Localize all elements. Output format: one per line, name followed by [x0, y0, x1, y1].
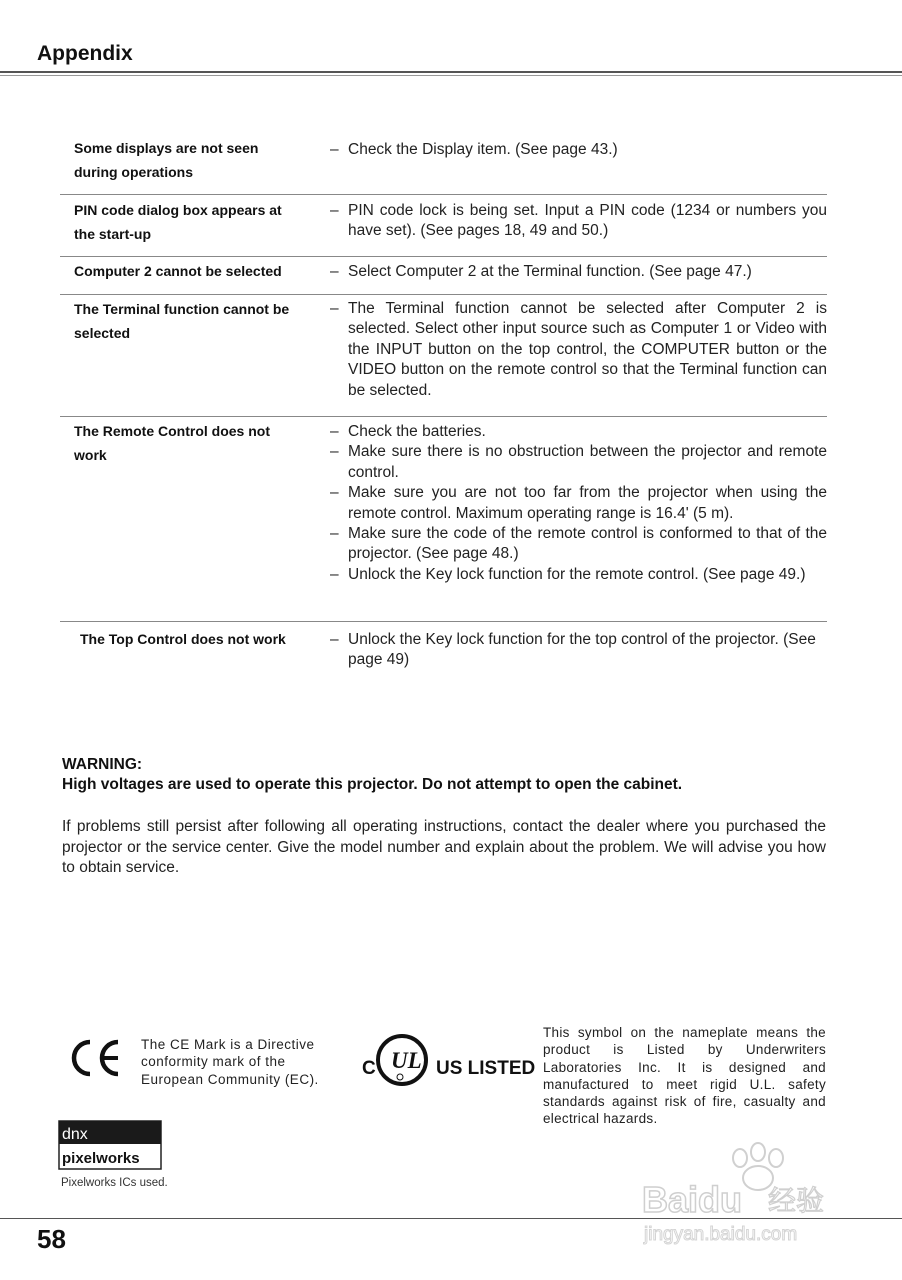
solution-item: – Make sure the code of the remote control is conformed to that of the projector. (See page 48.): [330, 525, 827, 563]
header-divider-thin: [0, 75, 902, 76]
problem-cell: The Terminal function cannot be selected: [74, 301, 290, 341]
solution-item: – The Terminal function cannot be selected after Computer 2 is selected. Select other input source such as Computer 1 or Video with the INPUT button on the top control, the COMPUTER button or the VIDEO button on the remote control so that the Terminal function can be selected.: [330, 300, 827, 399]
ul-listed-icon: [360, 1033, 536, 1087]
pixelworks-logo-dnx: dnx: [62, 1126, 88, 1143]
watermark-url: jingyan.baidu.com: [644, 1224, 798, 1245]
page-number: 58: [37, 1224, 66, 1254]
ce-mark-description: The CE Mark is a Directive conformity mark of the European Community (EC).: [141, 1037, 319, 1087]
problem-cell: Computer 2 cannot be selected: [74, 263, 282, 279]
troubleshooting-table: [60, 130, 827, 682]
solution-list: [330, 140, 827, 160]
watermark-brand: Baidu: [642, 1179, 743, 1220]
solution-item: – Make sure you are not too far from the projector when using the remote control. Maximum operating range is 16.4' (5 m).: [330, 484, 827, 522]
solution-item: – Check the batteries.: [330, 423, 486, 440]
solution-list: [330, 262, 827, 282]
svg-text:UL: UL: [391, 1048, 422, 1073]
section-title: Appendix: [37, 42, 133, 65]
baidu-watermark-icon: [640, 1140, 850, 1250]
ul-logo-c: C: [362, 1058, 376, 1079]
solution-list: [330, 299, 827, 401]
warning-text: High voltages are used to operate this projector. Do not attempt to open the cabinet.: [62, 776, 683, 793]
pixelworks-logo-text: pixelworks: [62, 1150, 140, 1167]
problem-cell: The Top Control does not work: [80, 631, 286, 647]
table-row: [60, 622, 827, 682]
solution-list: [330, 422, 827, 585]
service-paragraph: If problems still persist after following all operating instructions, contact the dealer where you purchased the projector or the service center. Give the model number and explain about the problem. We will advise you how to obtain service.: [62, 818, 826, 876]
table-row: [60, 257, 827, 295]
problem-cell: PIN code dialog box appears at the start-up: [74, 202, 282, 242]
ul-logo-us-listed: US LISTED: [436, 1058, 536, 1079]
header-divider: [0, 71, 902, 73]
solution-item: – Unlock the Key lock function for the remote control. (See page 49.): [330, 565, 806, 583]
ce-mark-icon: [66, 1038, 122, 1078]
solution-item: – Select Computer 2 at the Terminal function. (See page 47.): [330, 263, 752, 280]
solution-item: – PIN code lock is being set. Input a PIN code (1234 or numbers you have set). (See pages 18, 49 and 50.): [330, 202, 827, 240]
problem-cell: Some displays are not seen during operations: [74, 140, 259, 180]
solution-item: – Unlock the Key lock function for the top control of the projector. (See page 49): [330, 631, 816, 669]
ul-description: This symbol on the nameplate means the product is Listed by Underwriters Laboratories Inc. It is designed and manufactured to meet rigid U.L. safety standards against risk of fire, casualty and electrical hazards.: [543, 1025, 826, 1127]
solution-item: – Check the Display item. (See page 43.): [330, 141, 618, 158]
table-row: [60, 295, 827, 417]
pixelworks-logo-icon: [58, 1120, 162, 1170]
table-row: [60, 417, 827, 622]
problem-cell: The Remote Control does not work: [74, 423, 270, 463]
solution-list: [330, 201, 827, 242]
pixelworks-caption: Pixelworks ICs used.: [61, 1177, 168, 1189]
table-row: [60, 195, 827, 257]
warning-title: WARNING:: [62, 756, 143, 773]
solution-list: [330, 630, 835, 671]
solution-item: – Make sure there is no obstruction between the projector and remote control.: [330, 443, 827, 481]
table-row: [60, 130, 827, 195]
watermark-cn: 经验: [768, 1184, 825, 1217]
